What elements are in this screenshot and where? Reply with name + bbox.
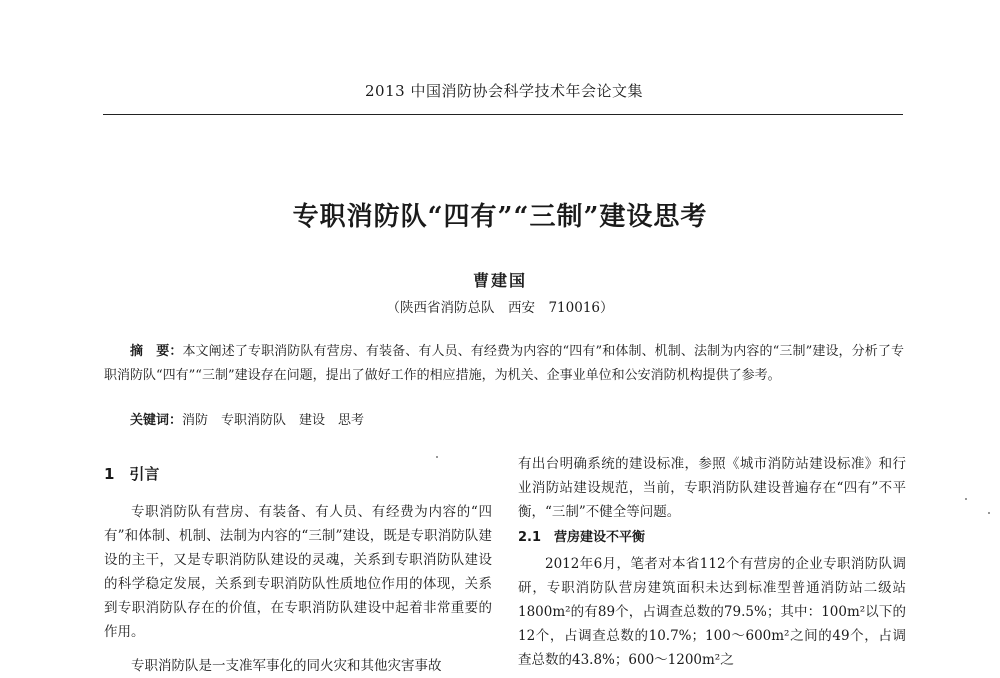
- scan-speck: [436, 456, 438, 458]
- left-column: [104, 462, 492, 678]
- right-column: [518, 452, 906, 672]
- body-paragraph: 2012年6月，笔者对本省112个有营房的企业专职消防队调研，专职消防队营房建筑面积未达到标准型普通消防站二级站1800m²的有89个，占调查总数的79.5%；其中：100m²以下的12个，占调查总数的10.7%；100～600m²之间的49个，占调查总数的43.8%；600～1200m²之: [518, 556, 906, 668]
- body-paragraph-continued: 有出台明确系统的建设标准，参照《城市消防站建设标准》和行业消防站建设规范，当前，专职消防队建设普遍存在“四有”不平衡，“三制”不健全等问题。: [518, 456, 906, 520]
- subsection-heading: 2.1 营房建设不平衡: [518, 530, 646, 545]
- body-paragraph: 专职消防队是一支准军事化的同火灾和其他灾害事故: [131, 658, 442, 674]
- keywords-text: 消防 专职消防队 建设 思考: [182, 413, 365, 428]
- paper-title: 专职消防队“四有”“三制”建设思考: [292, 202, 708, 232]
- abstract-label: 摘 要：: [130, 344, 183, 359]
- keywords: [130, 410, 890, 432]
- keywords-label: 关键词：: [130, 413, 183, 428]
- abstract-text: 本文阐述了专职消防队有营房、有装备、有人员、有经费为内容的“四有”和体制、机制、法制为内容的“三制”建设，分析了专职消防队“四有”“三制”建设存在问题，提出了做好工作的相应措施，为机关、企事业单位和公安消防机构提供了参考。: [104, 344, 904, 383]
- scan-speck: [988, 512, 990, 514]
- section-heading-introduction: 1 引言: [104, 465, 160, 483]
- body-paragraph: 专职消防队有营房、有装备、有人员、有经费为内容的“四有”和体制、机制、法制为内容的“三制”建设，既是专职消防队建设的主干，又是专职消防队建设的灵魂，关系到专职消防队建设的科学稳定发展，关系到专职消防队性质地位作用的体现，关系到专职消防队存在的价值，在专职消防队建设中起着非常重要的作用。: [104, 504, 492, 640]
- scan-speck: [965, 498, 967, 500]
- running-header: 2013 中国消防协会科学技术年会论文集: [365, 82, 643, 100]
- abstract: [104, 340, 904, 388]
- header-rule: [103, 114, 903, 115]
- paper-author: 曹建国: [472, 271, 527, 290]
- author-affiliation: （陕西省消防总队 西安 710016）: [386, 300, 614, 316]
